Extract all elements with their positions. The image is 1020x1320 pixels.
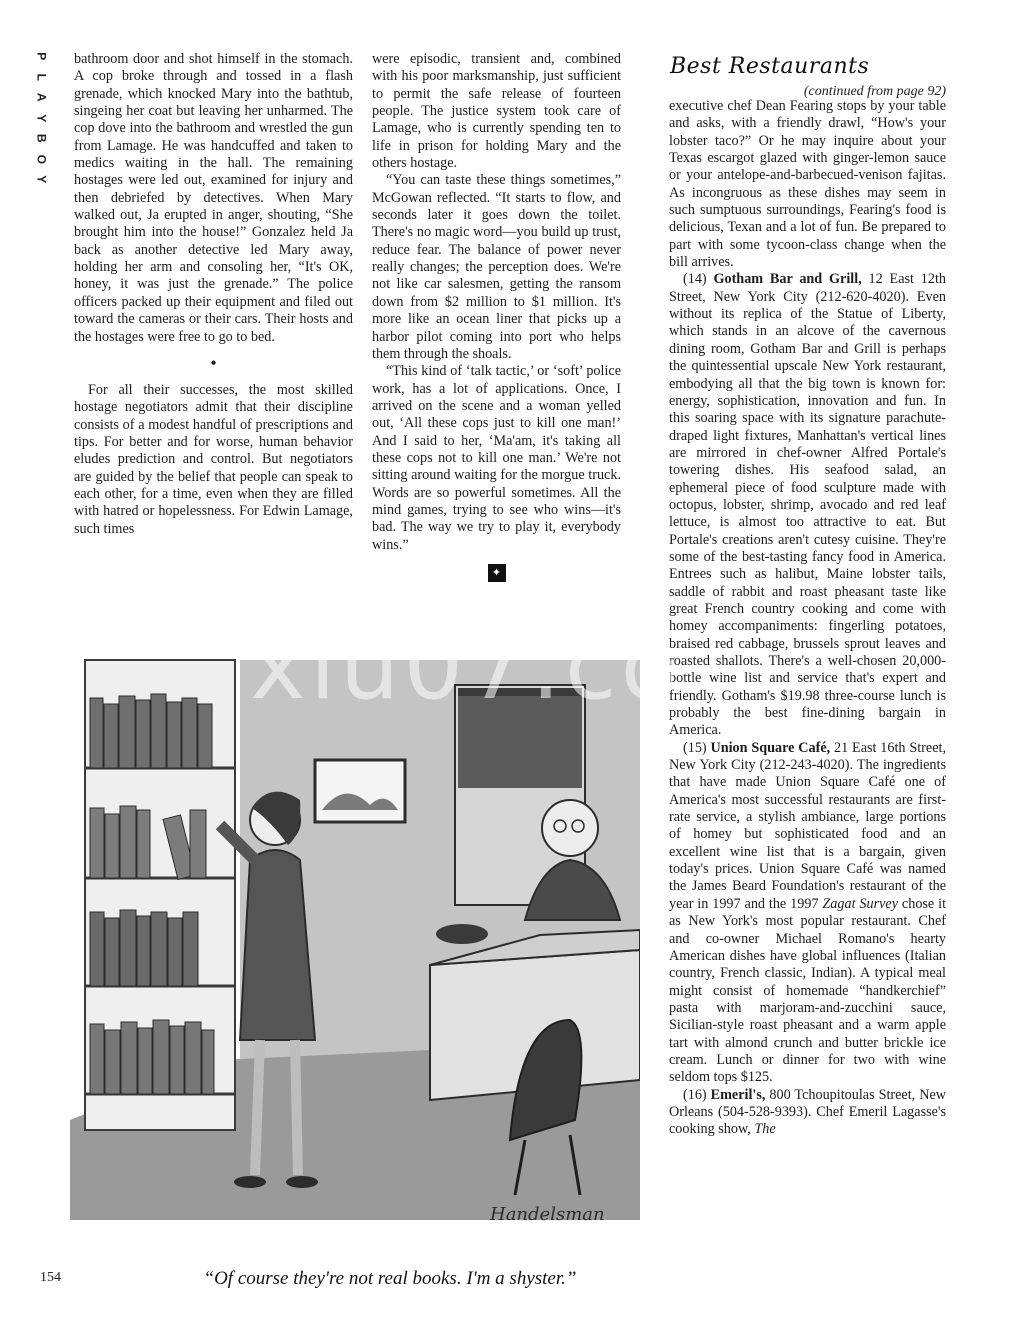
page-number: 154 xyxy=(40,1270,61,1285)
entry-number: (16) xyxy=(683,1086,711,1103)
article-paragraph: bathroom door and shot himself in the stomach. A cop broke through and tossed in a flash grenade, which knocked Mary into the bathtub, singeing her coat but leaving her unharmed. The cop dove into the bathroom and wrestled the gun from Lamage. He was handcuffed and taken to medics waiting in the hall. The remaining hostages were led out, examined for injury and then debriefed by detectives. When Mary walked out, Ja erupted in anger, shouting, “She brought him into the house!” Gonzalez held Ja back as another detective led Mary away, holding her arm and consoling her, “It's OK, honey, it was just the grenade.” The police officers packed up their equipment and filed out toward the cameras or their cars. Their hosts and the hostages were free to go to bed. xyxy=(74,51,353,345)
article-column-3 xyxy=(669,98,946,1139)
magazine-letter: Y xyxy=(34,113,49,122)
fake-book-row xyxy=(90,1020,214,1094)
restaurant-name: Emeril's, xyxy=(710,1086,766,1103)
woman-shoe xyxy=(286,1176,318,1188)
restaurant-name: Gotham Bar and Grill, xyxy=(713,271,862,288)
entry-text: 21 East 16th Street, New York City (212-243-4020). The ingredients that have made Union Square Café one of America's most successful restaurants are first-rate service, a stylish ambiance, large portions of homey but sophisticated food and an excellent wine list that is a bargain, given today's prices. Union Square Café was named the James Beard Foundation's restaurant of the year in 1997 and the 1997 xyxy=(669,739,946,912)
show-title: The xyxy=(754,1121,776,1138)
window-blind-rail xyxy=(458,688,582,696)
restaurant-entry xyxy=(669,271,946,739)
entry-number: (14) xyxy=(683,271,714,288)
cartoon-caption: “Of course they're not real books. I'm a shyster.” xyxy=(203,1268,577,1289)
entry-number: (15) xyxy=(683,739,711,756)
section-heading: Best Restaurants xyxy=(670,54,870,79)
entry-text: 12 East 12th Street, New York City (212-620-4020). Even without its replica of the Statue of Liberty, which stands in an alcove of the cavernous dining room, Gotham Bar and Grill is perhaps the quintessential upscale New York restaurant, embodying all that the big town is known for: energy, sophistication, innovation and fun. In this soaring space with its signature parachute-draped light fixtures, Manhattan's vertical lines are mirrored in chef-owner Alfred Portale's towering dishes. His seafood salad, an ephemeral piece of food sculpture made with octopus, lobster, shrimp, avocado and red leaf lettuce, is almost too attractive to eat. But Portale's creations aren't cutesy cuisine. They're some of the best-tasting fancy food in America. Entrees such as halibut, Maine lobster tails, saddle of rabbit and roast pheasant taste like great French country cooking and come with homey accompaniments: fingerling potatoes, braised red cabbage, brussels sprout leaves and roasted shallots. There's a well-chosen 20,000-bottle wine list and service that's expert and friendly. Gotham's $19.98 three-course lunch is probably the best fine-dining bargain in America. xyxy=(669,271,946,739)
cartoon-illustration xyxy=(70,620,640,1240)
restaurant-entry xyxy=(669,1087,946,1139)
entry-text: 800 Tchoupitoulas Street, New Orleans (504-528-9393). Chef Emeril Lagasse's cooking show, xyxy=(669,1086,946,1138)
magazine-letter: Y xyxy=(34,175,49,184)
article-paragraph: were episodic, transient and, combined with his poor marksmanship, just sufficient to permit the safe release of fourteen people. The justice system took care of Lamage, who is currently spending ten to life in prison for holding Mary and the others hostage. xyxy=(372,51,621,172)
article-paragraph: “You can taste these things sometimes,” McGowan reflected. “It starts to flow, and seconds later it goes down the toilet. There's no magic word—you build up trust, reduce fear. The balance of power never really changes; the perception does. We're not like car salesmen, getting the ransom down from $2 million to $1 million. It's more like an ocean liner that picks up a harbor pilot coming into port who helps them through the shoals. xyxy=(372,172,621,362)
woman-shoe xyxy=(234,1176,266,1188)
telephone-icon xyxy=(436,924,488,944)
window-blind xyxy=(458,688,582,788)
magazine-letter: L xyxy=(34,73,49,81)
entry-text: chose it as New York's most popular restaurant. Chef and co-owner Michael Romano's hearty American dishes have global influences (Italian country, French classic, Indian). A typical meal might consist of homemade “handkerchief” pasta with marjoram-and-zucchini sauce, Sicilian-style roast pheasant and a warm apple tart with almond crunch and butter brickle ice cream. Lunch or dinner for two with wine seldom tops $125. xyxy=(669,895,947,1086)
article-paragraph: For all their successes, the most skilled hostage negotiators admit that their discipline consists of a modest handful of prescriptions and tips. For better and for worse, human behavior eludes prediction and control. But negotiators are guided by the belief that people can speak to each other, for a time, even when they are filled with hatred or hopelessness. For Edwin Lamage, such times xyxy=(74,381,353,537)
woman-leg xyxy=(295,1040,298,1175)
lawyer-head xyxy=(542,800,598,856)
article-paragraph: executive chef Dean Fearing stops by your table and asks, with a friendly drawl, “How's your lobster taco?” Or he may inquire about your Texas escargot glazed with ginger-lemon sauce or your antelope-and-barbecued-venison fajitas. As incongruous as these dishes may seem in such sumptuous surroundings, Fearing's food is delicious, Texan and a lot of fun. Be prepared to part with some tycoon-class change when the bill arrives. xyxy=(669,98,946,271)
article-paragraph: “This kind of ‘talk tactic,’ or ‘soft’ police work, has a lot of applications. Once, I arrived on the scene and a woman yelled out, ‘All these cops just to kill one man!’ And I said to her, ‘Ma'am, it's taking all these cops not to kill one man.’ We're not sitting around waiting for the morgue truck. Words are so powerful sometimes. All the mind games, trying to see who wins—it's bad. The way we try to play it, everybody wins.” xyxy=(372,363,621,553)
magazine-letter: O xyxy=(34,154,49,164)
watermark: xiu07.co xyxy=(250,612,683,721)
fake-book-row xyxy=(90,910,198,986)
article-column-1 xyxy=(74,51,353,538)
framed-landscape-picture xyxy=(315,760,405,822)
cartoonist-signature: Handelsman xyxy=(490,1204,605,1225)
woman-leg xyxy=(255,1040,260,1175)
magazine-letter: B xyxy=(34,133,49,143)
restaurant-entry xyxy=(669,740,946,1087)
magazine-letter: A xyxy=(34,92,49,102)
restaurant-name: Union Square Café, xyxy=(710,739,831,756)
article-column-2 xyxy=(372,51,621,582)
fake-book-row xyxy=(90,694,212,768)
end-of-article-mark-icon: ✦ xyxy=(488,564,506,582)
publication-title: Zagat Survey xyxy=(822,895,899,912)
section-break-bullet: • xyxy=(210,352,217,373)
continued-from-note: (continued from page 92) xyxy=(803,84,946,99)
magazine-name-vertical xyxy=(33,46,49,190)
magazine-letter: P xyxy=(34,52,49,61)
